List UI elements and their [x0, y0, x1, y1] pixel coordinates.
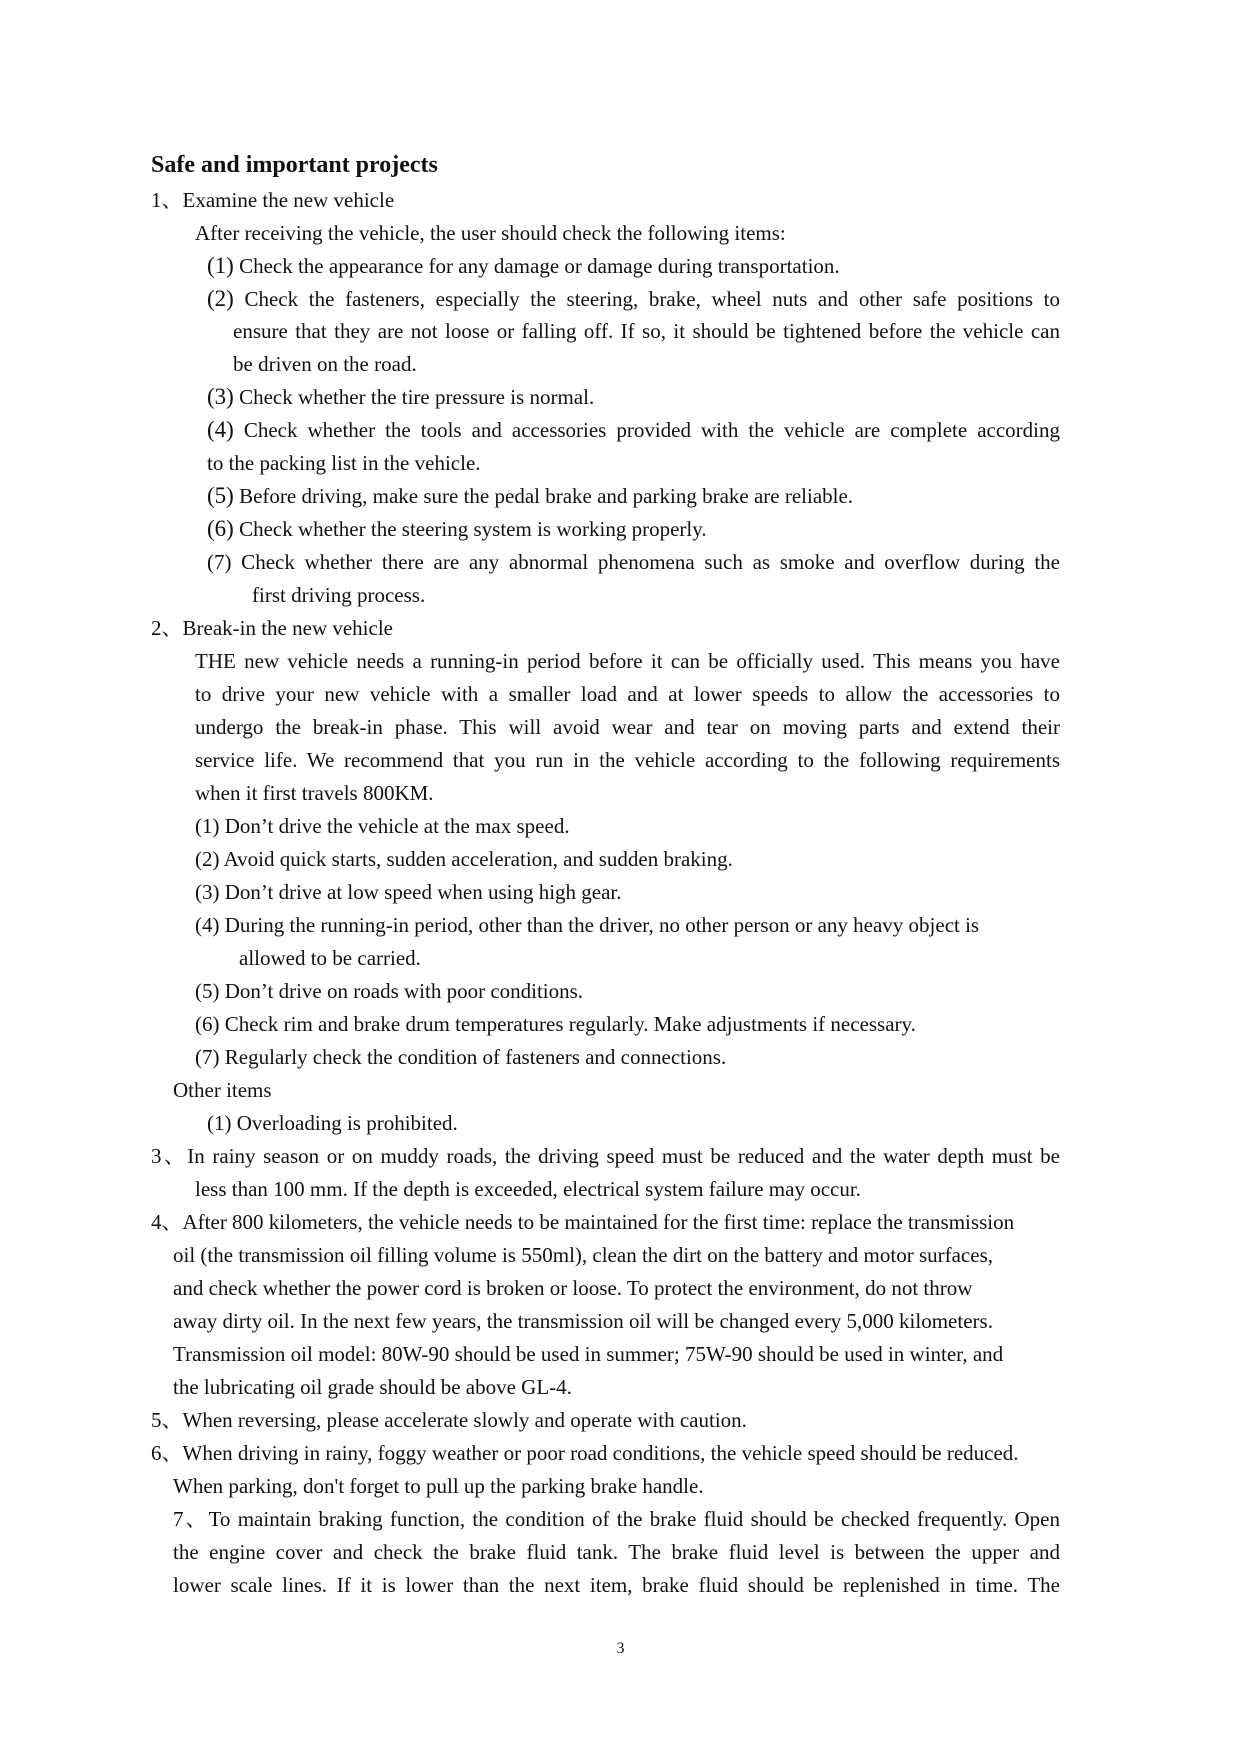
s2-item-5: (5) Don’t drive on roads with poor conditions. [195, 979, 584, 1003]
s1-item-5 [207, 484, 853, 508]
other-item-1: (1) Overloading is prohibited. [207, 1111, 458, 1135]
section-4-line-5: Transmission oil model: 80W-90 should be used in summer; 75W-90 should be used in winter, and [173, 1342, 1004, 1366]
s2-para-line-5: when it first travels 800KM. [195, 781, 434, 805]
s2-para-line-2: to drive your new vehicle with a smaller load and at lower speeds to allow the accessories to [195, 682, 1060, 706]
section-7-line-3: lower scale lines. If it is lower than the next item, brake fluid should be replenished in time. The [173, 1573, 1060, 1597]
s2-item-1: (1) Don’t drive the vehicle at the max speed. [195, 814, 570, 838]
section-4-line-4: away dirty oil. In the next few years, the transmission oil will be changed every 5,000 kilometers. [173, 1309, 993, 1333]
section-6-line-2: When parking, don't forget to pull up the parking brake handle. [173, 1474, 704, 1498]
s2-item-2: (2) Avoid quick starts, sudden acceleration, and sudden braking. [195, 847, 733, 871]
s2-para-line-4: service life. We recommend that you run in the vehicle according to the following requirements [195, 748, 1060, 772]
other-items-title: Other items [173, 1078, 272, 1102]
section-6-line-1: 6、When driving in rainy, foggy weather or poor road conditions, the vehicle speed should be reduced. [151, 1441, 1019, 1465]
s1-item-3-text: Check whether the tire pressure is normal. [233, 385, 595, 409]
s1-item-2-text: Check the fasteners, especially the steering, brake, wheel nuts and other safe positions to [233, 287, 1060, 311]
s2-item-4-line-1: (4) During the running-in period, other than the driver, no other person or any heavy object is [195, 913, 980, 937]
s1-item-2-line-1 [207, 287, 1060, 311]
s1-item-4-line-2: to the packing list in the vehicle. [207, 451, 481, 475]
section-5-line-1: 5、When reversing, please accelerate slowly and operate with caution. [151, 1408, 747, 1432]
s1-item-2-num: (2) [207, 286, 234, 311]
s2-para-line-1: THE new vehicle needs a running-in period before it can be officially used. This means you have [195, 649, 1060, 673]
s2-item-4-line-2: allowed to be carried. [239, 946, 421, 970]
section-4-line-3: and check whether the power cord is broken or loose. To protect the environment, do not throw [173, 1276, 973, 1300]
s1-item-6 [207, 517, 707, 541]
s1-item-6-num: (6) [207, 516, 234, 541]
s1-item-2-line-3: be driven on the road. [233, 352, 417, 376]
s1-item-6-text: Check whether the steering system is working properly. [233, 517, 707, 541]
s1-item-1 [207, 254, 840, 278]
s2-item-7: (7) Regularly check the condition of fasteners and connections. [195, 1045, 727, 1069]
s1-item-3-num: (3) [207, 384, 234, 409]
s2-item-3: (3) Don’t drive at low speed when using high gear. [195, 880, 622, 904]
s1-item-2-line-2: ensure that they are not loose or falling off. If so, it should be tightened before the vehicle can [233, 319, 1060, 343]
s1-item-7-line-1: (7) Check whether there are any abnormal phenomena such as smoke and overflow during the [207, 550, 1060, 574]
s1-item-5-text: Before driving, make sure the pedal brake and parking brake are reliable. [233, 484, 854, 508]
section-1-title: 1、Examine the new vehicle [151, 188, 395, 212]
section-2-title: 2、Break-in the new vehicle [151, 616, 393, 640]
s1-item-7-line-2: first driving process. [252, 583, 426, 607]
section-7-line-1: 7、To maintain braking function, the condition of the brake fluid should be checked frequently. Open [173, 1507, 1060, 1531]
s1-item-4-num: (4) [207, 417, 234, 442]
s1-item-4-text: Check whether the tools and accessories provided with the vehicle are complete according [233, 418, 1060, 442]
s1-item-1-text: Check the appearance for any damage or damage during transportation. [233, 254, 840, 278]
s1-item-5-num: (5) [207, 483, 234, 508]
section-4-line-1: 4、After 800 kilometers, the vehicle needs to be maintained for the first time: replace the transmission [151, 1210, 1015, 1234]
s1-item-4-line-1 [207, 418, 1060, 442]
page-heading: Safe and important projects [151, 152, 438, 178]
s2-item-6: (6) Check rim and brake drum temperatures regularly. Make adjustments if necessary. [195, 1012, 916, 1036]
s1-item-1-num: (1) [207, 253, 234, 278]
page-number: 3 [616, 1640, 625, 1657]
s1-item-3 [207, 385, 594, 409]
section-4-line-2: oil (the transmission oil filling volume is 550ml), clean the dirt on the battery and motor surfaces, [173, 1243, 993, 1267]
section-7-line-2: the engine cover and check the brake fluid tank. The brake fluid level is between the upper and [173, 1540, 1060, 1564]
section-3-line-2: less than 100 mm. If the depth is exceeded, electrical system failure may occur. [195, 1177, 861, 1201]
s2-para-line-3: undergo the break-in phase. This will avoid wear and tear on moving parts and extend their [195, 715, 1060, 739]
section-4-line-6: the lubricating oil grade should be above GL-4. [173, 1375, 572, 1399]
section-1-intro: After receiving the vehicle, the user should check the following items: [195, 221, 786, 245]
section-3-line-1: 3、In rainy season or on muddy roads, the driving speed must be reduced and the water depth must be [151, 1144, 1060, 1168]
